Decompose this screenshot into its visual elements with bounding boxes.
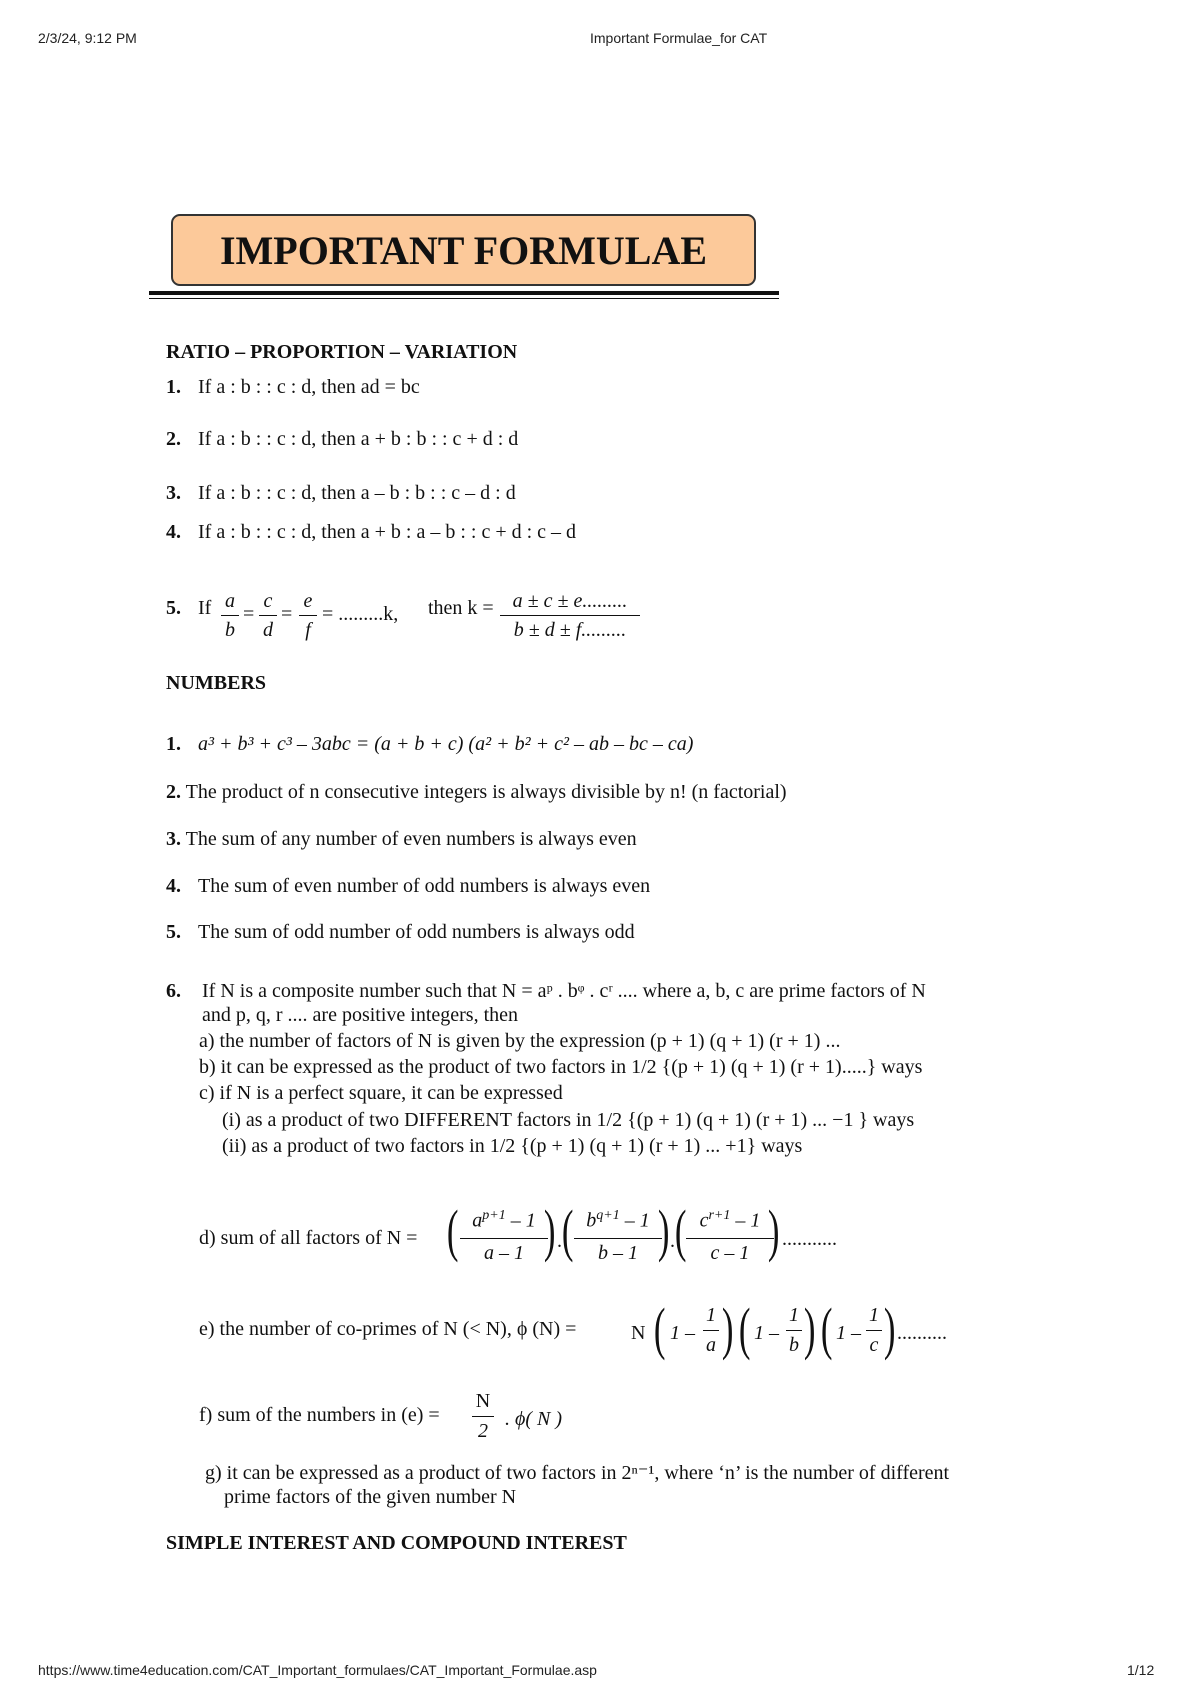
section-heading-numbers: NUMBERS [166, 672, 267, 694]
numbers-item-5: 5. The sum of odd number of odd numbers is always odd [166, 921, 635, 943]
ratio-item-4: 4. If a : b : : c : d, then a + b : a – b : : c + d : c – d [166, 521, 577, 543]
factor-count-rule: a) the number of factors of N is given by the expression (p + 1) (q + 1) (r + 1) ... [199, 1030, 841, 1052]
numbers-item-3: 3. The sum of any number of even numbers is always even [166, 828, 637, 850]
page-number: 1/12 [1127, 1662, 1155, 1678]
perfect-square-rule-ii: (ii) as a product of two factors in 1/2 {(p + 1) (q + 1) (r + 1) ... +1} ways [222, 1135, 803, 1157]
print-page-title: Important Formulae_for CAT [590, 30, 768, 46]
two-factor-rule: b) it can be expressed as the product of two factors in 1/2 {(p + 1) (q + 1) (r + 1).....} ways [199, 1056, 923, 1078]
numbers-item-4: 4. The sum of even number of odd numbers is always even [166, 875, 651, 897]
section-heading-ratio: RATIO – PROPORTION – VARIATION [166, 341, 518, 363]
print-datetime: 2/3/24, 9:12 PM [38, 30, 137, 46]
print-url: https://www.time4education.com/CAT_Important_formulaes/CAT_Important_Formulae.asp [38, 1662, 597, 1678]
perfect-square-rule: c) if N is a perfect square, it can be expressed [199, 1082, 563, 1104]
title-underline [149, 291, 779, 295]
ratio-item-1: 1. If a : b : : c : d, then ad = bc [166, 376, 420, 398]
two-factor-count-rule: g) it can be expressed as a product of two factors in 2ⁿ⁻¹, where ‘n’ is the number of different [205, 1462, 950, 1484]
ratio-item-2: 2. If a : b : : c : d, then a + b : b : : c + d : d [166, 428, 519, 450]
perfect-square-rule-i: (i) as a product of two DIFFERENT factors in 1/2 {(p + 1) (q + 1) (r + 1) ... −1 } ways [222, 1109, 915, 1131]
banner-title: IMPORTANT FORMULAE [219, 227, 708, 273]
co-primes-label: e) the number of co-primes of N (< N), ϕ (N) = [199, 1318, 577, 1340]
section-heading-interest: SIMPLE INTEREST AND COMPOUND INTEREST [166, 1532, 627, 1554]
ratio-item-3: 3. If a : b : : c : d, then a – b : b : : c – d : d [166, 482, 516, 504]
numbers-item-1: 1. a³ + b³ + c³ – 3abc = (a + b + c) (a² + b² + c² – ab – bc – ca) [166, 733, 694, 755]
title-underline-thin [149, 298, 779, 299]
sum-coprimes-label: f) sum of the numbers in (e) = [199, 1404, 440, 1426]
title-banner [171, 214, 756, 286]
numbers-item-2: 2. The product of n consecutive integers is always divisible by n! (n factorial) [166, 781, 787, 803]
sum-of-factors-label: d) sum of all factors of N = [199, 1227, 418, 1249]
